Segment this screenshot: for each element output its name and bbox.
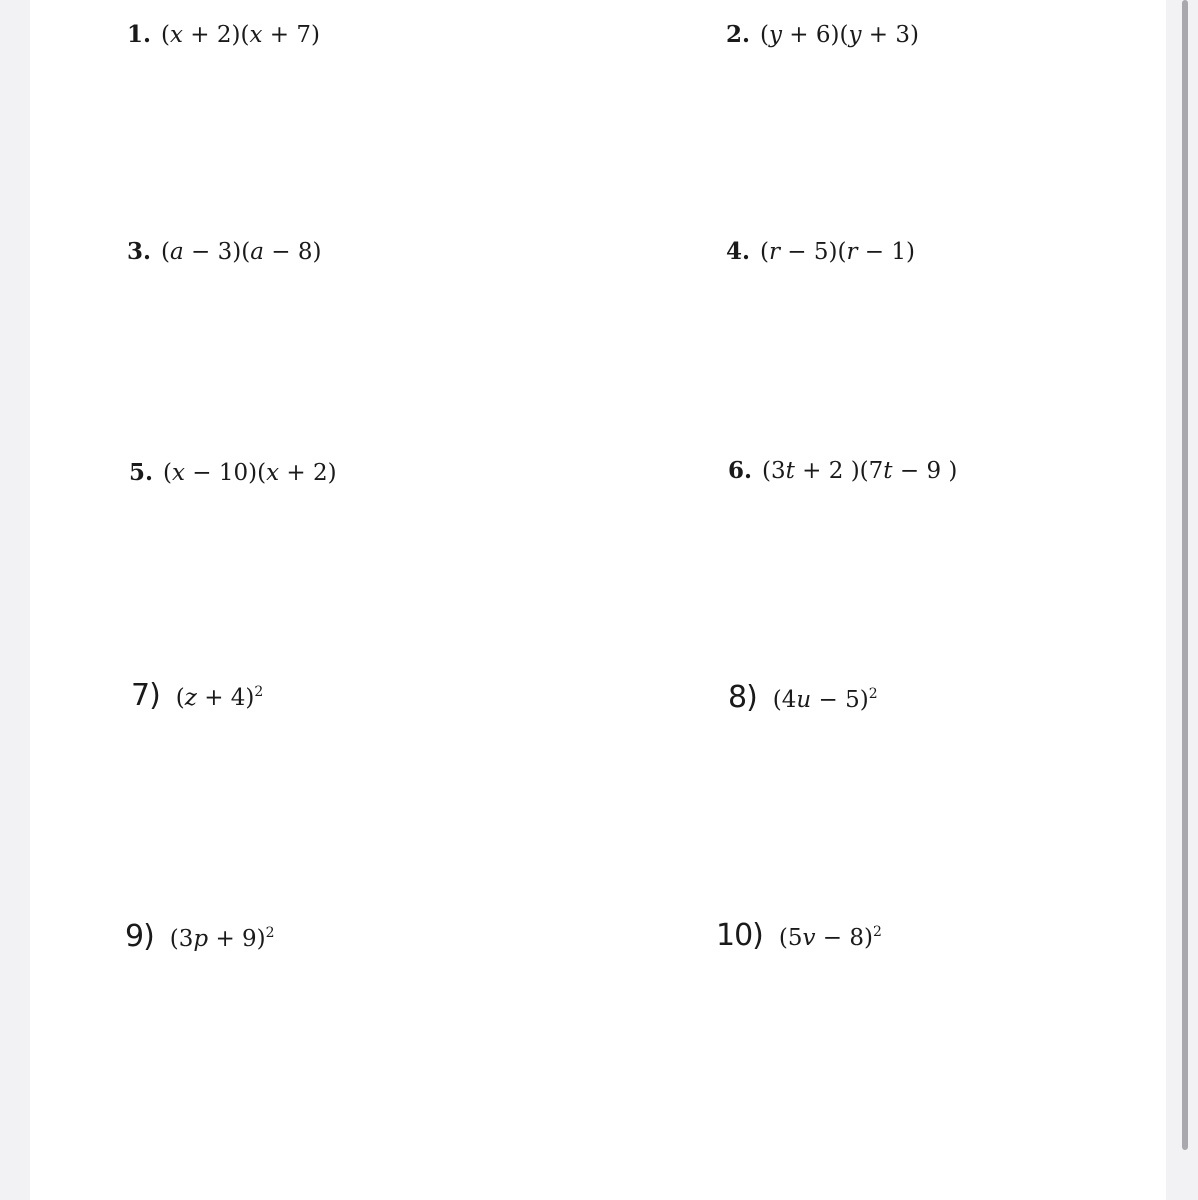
problem-expression: (r − 5)(r − 1) <box>760 239 915 265</box>
vertical-scrollbar[interactable] <box>1182 0 1188 1150</box>
problem-6 <box>728 456 957 486</box>
problem-expression: $(z + 4)^2$ <box>175 684 264 711</box>
problem-3 <box>127 237 321 267</box>
problem-number-handwritten: 9) <box>125 919 154 954</box>
problem-expression: $(3p + 9)^2$ <box>169 925 275 952</box>
problem-number: 1. <box>127 21 152 48</box>
problem-expression: (3t + 2 )(7t − 9 ) <box>762 458 958 484</box>
problem-8 <box>728 679 878 715</box>
problem-number: 5. <box>129 459 154 486</box>
problem-7 <box>131 677 263 713</box>
problem-expression: (x + 2)(x + 7) <box>161 22 320 48</box>
problem-expression: (y + 6)(y + 3) <box>760 22 919 48</box>
problem-number-handwritten: 7) <box>131 678 160 713</box>
worksheet-page <box>30 0 1166 1200</box>
problem-number-handwritten: 10) <box>716 918 763 953</box>
problem-number: 2. <box>726 21 751 48</box>
problem-5 <box>129 458 337 488</box>
problem-10 <box>716 917 882 953</box>
problem-number: 4. <box>726 238 751 265</box>
problem-expression: (x − 10)(x + 2) <box>163 460 337 486</box>
problem-expression: (a − 3)(a − 8) <box>161 239 322 265</box>
problem-number: 3. <box>127 238 152 265</box>
problem-9 <box>125 918 275 954</box>
problem-number-handwritten: 8) <box>728 680 757 715</box>
problem-expression: $(4u - 5)^2$ <box>772 686 878 713</box>
problem-number: 6. <box>728 457 753 484</box>
problem-4 <box>726 237 915 267</box>
problem-2 <box>726 20 919 50</box>
problem-1 <box>127 20 320 50</box>
problem-expression: $(5v - 8)^2$ <box>778 924 882 951</box>
